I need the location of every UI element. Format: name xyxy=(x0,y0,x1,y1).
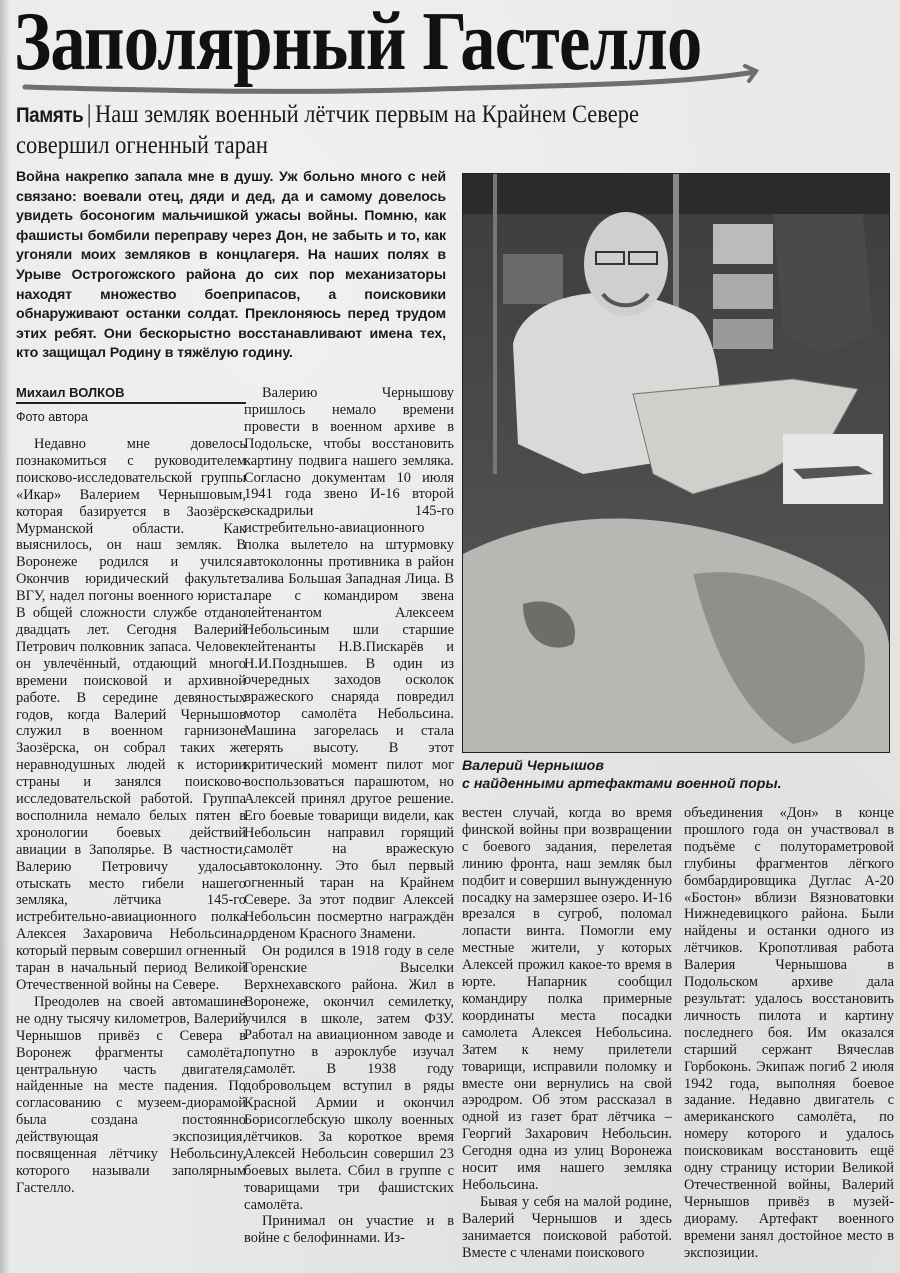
photo-caption xyxy=(462,757,892,793)
paragraph: объединения «Дон» в конце прошлого года он участвовал в подъёме с полутораметровой глубины фрагментов лёгкого бомбардировщика Дуглас А-20 «Бостон» вблизи Вязноватовки Нижнедевицкого района. Были найдены и останки одного из лётчиков. Кропотливая работа Валерия Чернышова в Подольском архиве дала результат: удалось восстановить личность пилота и картину последнего боя. Им оказался старший сержант Вячеслав Горбоконь. Экипаж погиб 2 июля 1942 года, выполняя боевое задание. Недавно двигатель с американского самолёта, по номеру которого и удалось поисковикам восстановить ещё одну страницу истории Великой Отечественной войны, Валерий Чернышов привёз в музей-диораму. Артефакт военного времени занял достойное место в экспозиции. xyxy=(684,805,894,1261)
wall-photo xyxy=(713,319,773,349)
page-fold-shadow xyxy=(0,0,10,1273)
rubric-subtitle-line1: Наш земляк военный лётчик первым на Крайнем Севере xyxy=(95,101,639,128)
wall-photo xyxy=(713,224,773,264)
lead-paragraph: Война накрепко запала мне в душу. Уж больно много с ней связано: воевали отец, дяди и дед, да и самому довелось увидеть босоногим мальчишкой ужасы войны. Помню, как фашисты бомбили переправу через Дон, не забыть и то, как угоняли моих земляков в концлагеря. На наших полях в Урыве Острогожского района до сих пор механизаторы находят множество боеприпасов, а поисковики обнаруживают останки солдат. Преклоняюсь перед трудом этих ребят. Они бескорыстно восстанавливают имена тех, кто защищал Родину в тяжёлую годину. xyxy=(16,169,446,362)
article-column-3 xyxy=(462,805,672,1261)
rubric-subtitle-line2: совершил огненный таран xyxy=(16,132,268,159)
author-byline: Михаил ВОЛКОВ xyxy=(16,385,246,404)
paragraph: Преодолев на своей автомашине не одну тысячу километров, Валерий Чернышов привёз с Севера в Воронеж фрагменты самолёта, центральную часть двигателя, найденные на месте падения. По согласованию с музеем-диорамой была создана постоянно действующая экспозиция, посвященная лётчику Небольсину, которого называли заполярным Гастелло. xyxy=(16,993,246,1196)
paragraph: Бывая у себя на малой родине, Валерий Чернышов и здесь занимается поисковой работой. Вместе с членами поискового xyxy=(462,1193,672,1261)
caption-line2: с найденными артефактами военной поры. xyxy=(462,776,782,792)
photo-museum-scene xyxy=(463,174,889,752)
headline: Заполярный Гастелло xyxy=(14,0,702,88)
rubric xyxy=(16,100,646,161)
paragraph: Недавно мне довелось познакомиться с руководителем поисково-исследовательской группы «Икар» Валерием Чернышовым, которая базируется в Заозёрске Мурманской области. Как выяснилось, он наш земляк. В Воронеже родился и учился. Окончив юридический факультет ВГУ, надел погоны военного юриста. В общей сложности службе отдано двадцать лет. Сегодня Валерий Петрович полковник запаса. Человек он увлечённый, отдающий много времени поисковой и архивной работе. В середине девяностых годов, когда Валерий Чернышов служил в военном гарнизоне Заозёрска, он собрал таких же неравнодушных людей к истории страны и занялся поисково-исследовательской работой. Группа восполнила немало белых пятен в хронологии боевых действий авиации в Заполярье. В частности, Валерию Петровичу удалось отыскать место гибели нашего земляка, лётчика 145-го истребительно-авиационного полка Алексея Захаровича Небольсина, который первым совершил огненный таран в начальный период Великой Отечественной войны на Севере. xyxy=(16,436,246,993)
photo-credit: Фото автора xyxy=(16,410,88,424)
uniform-display xyxy=(773,214,873,354)
caption-line1: Валерий Чернышов xyxy=(462,758,604,774)
article-photo xyxy=(462,173,890,753)
paragraph: вестен случай, когда во время финской войны при возвращении с боевого задания, перелетая линию фронта, наш земляк был подбит и совершил вынужденную посадку на замерзшее озеро. И-16 врезался в сугроб, поломал лопасти винта. Помогли ему местные жители, у которых Алексей прожил какое-то время в юрте. Напарник сообщил командиру полка примерные координаты места посадки самолета Алексея Небольсина. Затем к нему прилетели товарищи, исправили поломку и вместе они вернулись на свой аэродром. Об этом рассказал в одной из газет брат лётчика – Георгий Захарович Небольсин. Сегодня одна из улиц Воронежа носит имя нашего земляка Небольсина. xyxy=(462,805,672,1193)
article-column-2 xyxy=(244,385,454,1247)
rubric-tag: Память xyxy=(16,104,84,127)
wall-photo xyxy=(713,274,773,309)
rubric-separator: | xyxy=(86,101,92,128)
headline-underline-stroke xyxy=(20,60,760,100)
article-column-4 xyxy=(684,805,894,1261)
paragraph: Он родился в 1918 году в селе Горенские Выселки Верхнехавского района. Жил в Воронеже, окончил семилетку, учился в школе, затем ФЗУ. Работал на авиационном заводе и попутно в аэроклубе изучал самолёт. В 1938 году добровольцем вступил в ряды Красной Армии и окончил Борисоглебскую школу военных лётчиков. За короткое время Алексей Небольсин совершил 23 боевых вылета. Сбил в группе с товарищами три фашистских самолёта. xyxy=(244,942,454,1213)
paragraph: Валерию Чернышову пришлось немало времени провести в военном архиве в Подольске, чтобы восстановить картину подвига нашего земляка. Согласно документам 10 июля 1941 года звено И-16 второй эскадрильи 145-го истребительно-авиационного полка вылетело на штурмовку автоколонны противника в район залива Большая Западная Лица. В паре с командиром звена лейтенантом Алексеем Небольсиным шли старшие лейтенанты Н.В.Пискарёв и Н.И.Позднышев. В один из очередных заходов осколок вражеского снаряда повредил мотор самолёта Небольсина. Машина загорелась и стала терять высоту. В этот критический момент пилот мог воспользоваться парашютом, но Алексей принял другое решение. Его боевые товарищи видели, как Небольсин направил горящий самолёт на вражескую автоколонну. Это был первый огненный таран на Крайнем Севере. За этот подвиг Алексей Небольсин посмертно награждён орденом Красного Знамени. xyxy=(244,385,454,942)
paragraph: Принимал он участие и в войне с белофиннами. Из- xyxy=(244,1213,454,1247)
article-column-1 xyxy=(16,436,246,1197)
